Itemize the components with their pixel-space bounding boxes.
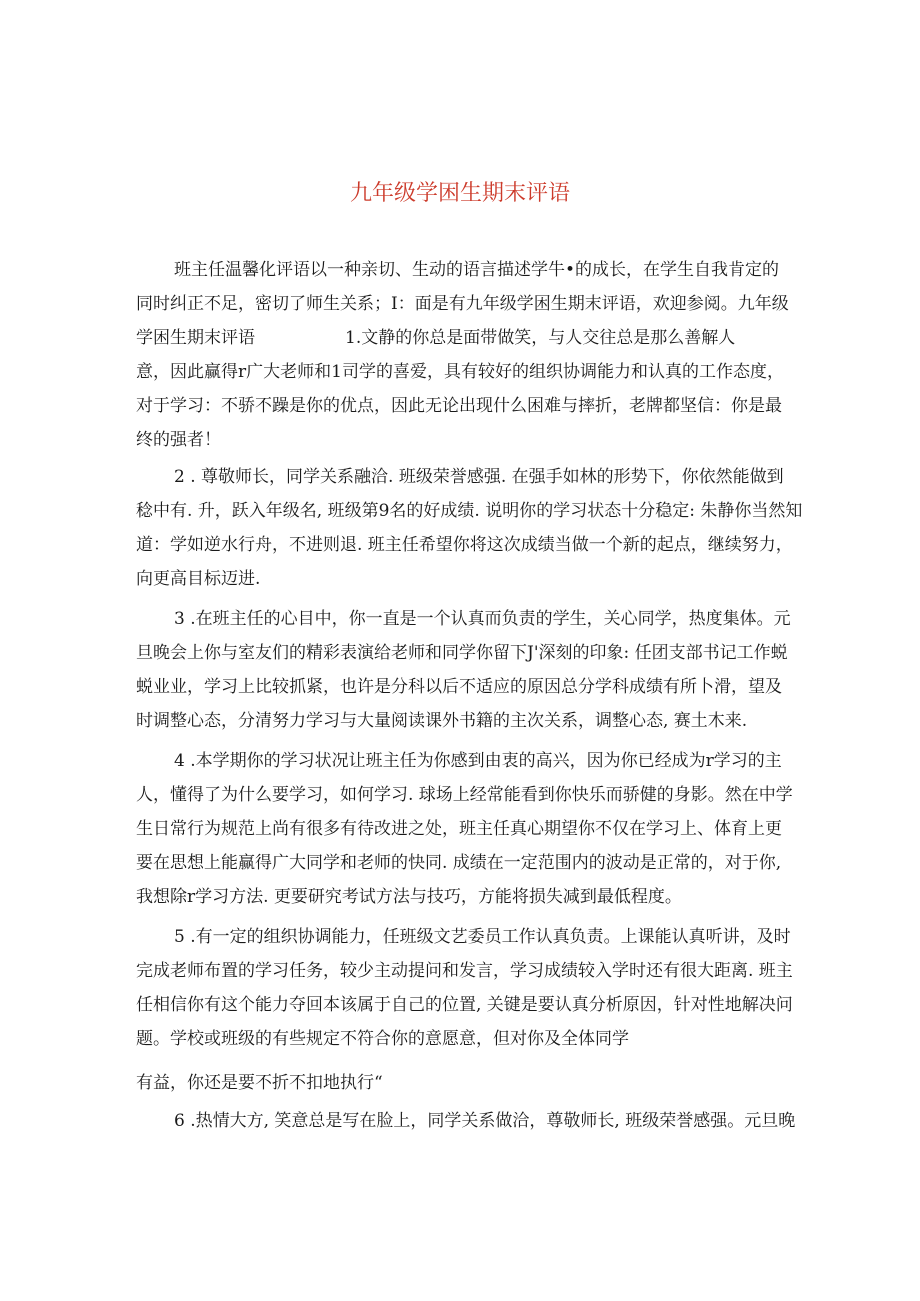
text-line: 有益，你还是要不折不扣地执行“ [136, 1073, 383, 1093]
text-line: 2 . 尊敬师长，同学关系融洽. 班级荣誉感强. 在强手如林的形势下，你依然能做到 [174, 467, 784, 487]
text-line: 要在思想上能赢得广大同学和老师的快同. 成绩在一定范围内的波动是正常的，对于你, [136, 853, 782, 873]
text-line: 意，因此赢得r广大老师和1司学的喜爱，具有较好的组织协调能力和认真的工作态度， [136, 362, 784, 382]
document-title: 九年级学困生期末评语 [349, 181, 570, 206]
text-line: 班主任温馨化评语以一种亲切、生动的语言描述学牛•的成长，在学生自我肯定的 [174, 260, 780, 280]
text-line: 旦晚会上你与室友们的精彩表演给老师和同学你留下J'深刻的印象: 任团支部书记工作蜕 [136, 643, 788, 663]
text-line: 任相信你有这个能力夺回本该属于自己的位置, 关键是要认真分析原因，针对性地解决问 [136, 995, 793, 1015]
text-line: 时调整心态，分清努力学习与大量阅读课外书籍的主次关系，调整心态, 赛土木来. [136, 711, 748, 731]
text-line: 对于学习：不骄不躁是你的优点，因此无论出现什么困难与摔折，老牌都坚信：你是最 [136, 396, 782, 416]
text-line: 6 .热情大方, 笑意总是写在脸上，同学关系做洽，尊敬师长, 班级荣誉感强。元旦晚 [174, 1111, 796, 1131]
text-line: 生日常行为规范上尚有很多有待改进之处，班主任真心期望你不仅在学习上、体育上更 [136, 819, 782, 839]
text-line: 3 .在班主任的心目中，你一直是一个认真而负责的学生，关心同学，热度集体。元 [174, 609, 791, 629]
text-line: 学困生期末评语 [136, 328, 255, 348]
text-line: 4 .本学期你的学习状况让班主任为你感到由衷的高兴，因为你已经成为r学习的主 [174, 751, 782, 771]
text-line: 终的强者！ [136, 430, 221, 450]
text-line: 5 .有一定的组织协调能力，任班级文艺委员工作认真负责。上课能认真听讲，及时 [174, 927, 791, 947]
text-line: 稔中有. 升，跃入年级名, 班级第9名的好成绩. 说明你的学习状态十分稳定: 朱静你当然知 [136, 501, 803, 521]
text-line: 蜕业业，学习上比较抓紧，也许是分科以后不适应的原因总分学科成绩有所卜滑，望及 [136, 677, 782, 697]
text-line: 我想除r学习方法. 更要研究考试方法与技巧，方能将损失减到最低程度。 [136, 887, 682, 907]
text-line: 道：学如逆水行舟，不进则退. 班主任希望你将这次成绩当做一个新的起点，继续努力， [136, 535, 793, 555]
text-line: 人，懂得了为什么要学习，如何学习. 球场上经常能看到你快乐而骄健的身影。然在中学 [136, 785, 793, 805]
text-line: 完成老师布置的学习任务，较少主动提问和发言，学习成绩较入学时还有很大距离. 班主 [136, 961, 793, 981]
text-line: 题。学校或班级的有些规定不符合你的意愿意，但对你及全体同学 [136, 1029, 629, 1049]
text-line: 1.文静的你总是面带做笑，与人交往总是那么善解人 [345, 328, 736, 348]
text-line: 同时纠正不足，密切了师生关系；I：面是有九年级学困生期末评语，欢迎参阅。九年级 [136, 294, 789, 314]
text-line: 向更高目标迈进. [136, 569, 261, 589]
